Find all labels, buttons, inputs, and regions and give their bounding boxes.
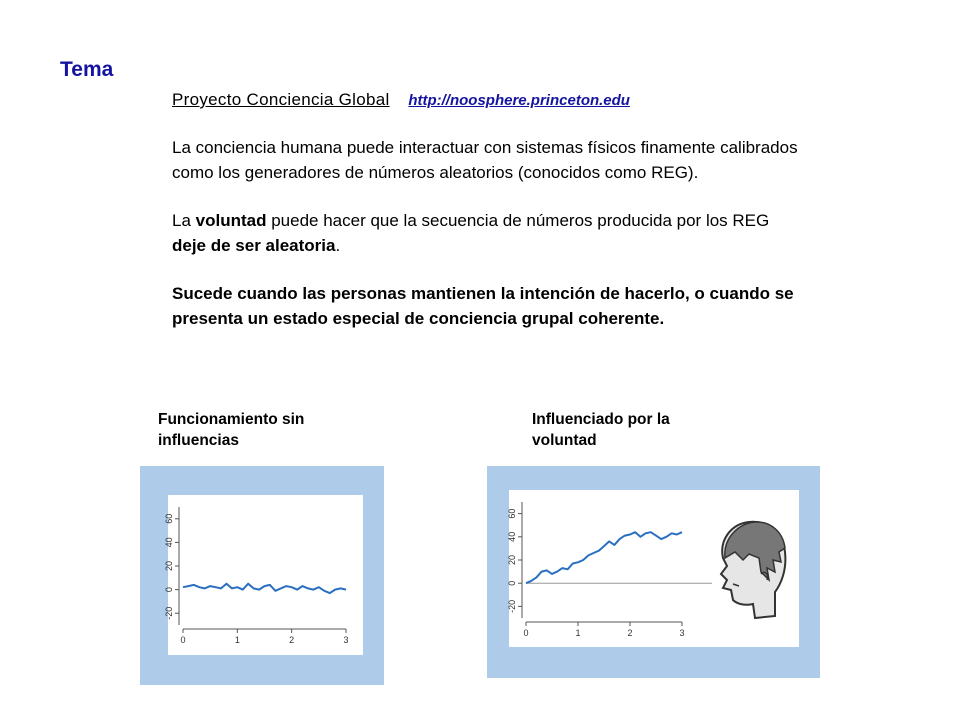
project-link[interactable]: http://noosphere.princeton.edu <box>408 92 630 109</box>
paragraph-3: Sucede cuando las personas mantienen la intención de hacerlo, o cuando se presenta un estado especial de conciencia grupal coherente. <box>172 284 794 328</box>
x-tick-label: 3 <box>343 635 349 645</box>
paragraph-2-text: La <box>172 211 196 230</box>
y-tick-label: 40 <box>164 537 174 548</box>
chart-panel-left <box>140 466 384 685</box>
series-line <box>183 584 346 593</box>
x-tick-label: 2 <box>627 628 633 638</box>
page-title: Tema <box>60 58 114 81</box>
y-tick-label: 60 <box>507 508 517 519</box>
x-tick-label: 0 <box>180 635 186 645</box>
chart-influenced <box>509 490 694 647</box>
y-tick-label: 0 <box>507 580 517 586</box>
caption-right: Influenciado por la voluntad <box>532 411 670 449</box>
x-tick-label: 2 <box>289 635 295 645</box>
chart-panel-right <box>487 466 820 678</box>
x-tick-label: 3 <box>679 628 685 638</box>
body-text <box>172 136 802 355</box>
caption-left: Funcionamiento sin influencias <box>158 411 305 449</box>
paragraph-2-text: puede hacer que la secuencia de números producida por los REG <box>266 211 770 230</box>
y-tick-label: 20 <box>507 554 517 566</box>
x-tick-label: 1 <box>575 628 581 638</box>
voluntad-emphasis: voluntad <box>195 211 267 230</box>
x-tick-label: 0 <box>523 628 529 638</box>
project-name: Proyecto Conciencia Global <box>172 90 390 109</box>
y-tick-label: 40 <box>507 531 517 542</box>
project-heading <box>172 90 630 110</box>
chart-plot-left <box>164 495 363 655</box>
chart-unbiased <box>164 495 363 655</box>
paragraph-2-text: . <box>335 235 341 255</box>
y-tick-label: 0 <box>164 587 174 593</box>
paragraph-2 <box>172 209 802 258</box>
series-line <box>526 532 682 583</box>
x-tick-label: 1 <box>234 635 240 645</box>
aleatoria-emphasis: deje de ser aleatoria <box>172 235 336 255</box>
paragraph-1: La conciencia humana puede interactuar con sistemas físicos finamente calibrados como los generadores de números aleatorios (conocidos como REG). <box>172 138 798 182</box>
y-tick-label: 60 <box>164 513 174 524</box>
y-tick-label: -20 <box>164 606 174 620</box>
y-tick-label: 20 <box>164 560 174 572</box>
head-profile-icon <box>709 518 789 638</box>
y-tick-label: -20 <box>507 599 517 613</box>
chart-plot-right <box>509 490 799 647</box>
